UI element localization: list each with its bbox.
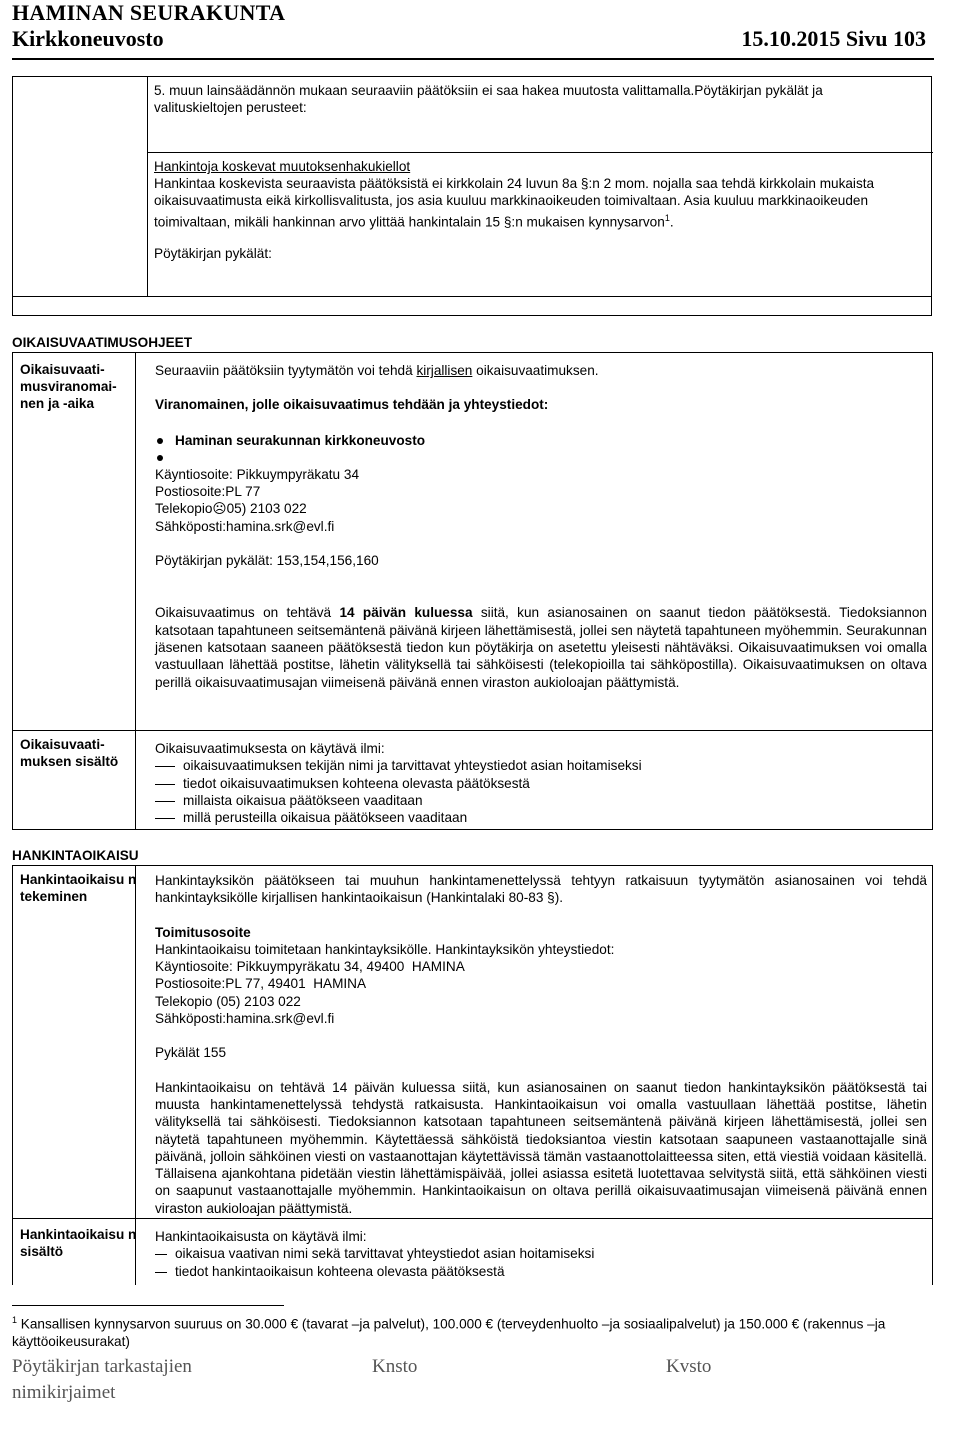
delivery-email: Sähköposti:hamina.srk@evl.fi: [155, 1011, 335, 1027]
header-rule: [12, 58, 934, 60]
list-item: [155, 1245, 927, 1262]
appeal-intro-underlined: kirjallisen: [416, 363, 473, 378]
appeal-time-pre: Oikaisuvaatimus on tehtävä: [155, 605, 340, 621]
signature-initials-label: Pöytäkirjan tarkastajien nimikirjaimet: [12, 1356, 192, 1403]
table-divider: [13, 296, 931, 297]
procurement-making-label: Hankintaoikaisu n tekeminen: [20, 872, 137, 904]
footnote-ref: 1: [664, 212, 670, 223]
appeal-content-label: Oikaisuvaati-muksen sisältö: [20, 737, 119, 769]
delivery-heading: Toimitusosoite: [155, 924, 251, 940]
list-item: [155, 792, 927, 809]
list-item: [155, 775, 927, 792]
appeal-time-bold: 14 päivän kuluessa: [339, 605, 473, 621]
procurement-time-text: Hankintaoikaisu on tehtävä 14 päivän kuluessa siitä, kun asianosainen on saanut tiedon hankintayksikön päätöksestä tai muusta hankintamenettelyssä tehdystä ratkaisusta. Hankintaoikaisun voi omalla vastuullaan lähettää postitse, lähetin välityksellä tai sähköisesti. Tiedoksiannon katsotaan tapahtuneen seitsemäntenä päivänä kirjeen lähettämisestä, jollei sen näytetä tapahtuneen myöhemmin. Käytettäessä sähköistä tiedoksiantoa viestin katsotaan saapuneen vastaanottajalle sinä päivänä, jolloin sähköinen viesti on vastaanottajan käytettävissä tämän vastaanottolaitteessa siten, että viestiä voidaan käsitellä. Tällaisena ajankohtana pidetään viestin lähettämispäivää, jollei asiassa esitetä luotettavaa selvitystä siitä, että sähköinen viesti on saapunut vastaanottajalle myöhemmin. Hankintaoikaisun on oltava perillä oikaisuvaatimusajan viimeisenä päivänä ennen viraston aukioloajan päättymistä.: [155, 1079, 927, 1216]
list-item: [155, 1263, 927, 1280]
appeal-authority-label: Oikaisuvaati-musviranomai-nen ja -aika: [20, 362, 117, 411]
procurement-sections: Pykälät 155: [155, 1045, 227, 1061]
bullet-icon: [157, 455, 163, 461]
table-divider: [147, 152, 933, 153]
procurement-content-label: Hankintaoikaisu n sisältö: [20, 1227, 137, 1259]
organization-name: HAMINAN SEURAKUNTA: [12, 0, 286, 25]
fax-number: Telekopio☹05) 2103 022: [155, 501, 307, 517]
appeal-sections: Pöytäkirjan pykälät: 153,154,156,160: [155, 553, 379, 569]
date-and-page: 15.10.2015 Sivu 103: [741, 26, 926, 51]
footnote-text: Kansallisen kynnysarvon suuruus on 30.000 € (tavarat –ja palvelut), 100.000 € (terveydenhuolto –ja sosiaalipalvelut) ja 150.000 € (rakennus –ja käyttöoikeusurakat): [12, 1316, 886, 1349]
signature-knsto: Knsto: [372, 1356, 418, 1377]
list-item-text: tiedot hankintaoikaisun kohteena olevasta päätöksestä: [175, 1263, 505, 1279]
procurement-intro: Hankintayksikön päätökseen tai muuhun hankintamenettelyssä tehtyyn ratkaisuun tyytymätön asianosainen voi tehdä hankintayksikölle kirjallisen hankintaoikaisun (Hankintalaki 80-83 §).: [155, 873, 927, 906]
footnote-rule: [12, 1305, 284, 1306]
appeal-intro-pre: Seuraaviin päätöksiin tyytymätön voi tehdä: [155, 363, 417, 378]
dash-icon: [155, 784, 175, 785]
table-divider: [135, 866, 136, 1285]
delivery-postal-address: Postiosoite:PL 77, 49401 HAMINA: [155, 976, 367, 992]
appeal-time-text: [155, 604, 927, 690]
list-item-text: millaista oikaisua päätökseen vaaditaan: [183, 792, 423, 808]
authority-bullet: [155, 432, 927, 449]
table-divider: [135, 353, 136, 829]
empty-bullet: [155, 449, 927, 466]
list-item-text: oikaisua vaativan nimi sekä tarvittavat yhteystiedot asian hoitamiseksi: [175, 1246, 595, 1262]
dash-icon: [155, 766, 175, 767]
dash-icon: [155, 1254, 167, 1255]
appeal-content: [155, 740, 927, 826]
list-item-text: millä perusteilla oikaisua päätökseen vaaditaan: [183, 810, 468, 826]
list-item: [155, 809, 927, 826]
appeal-ban-intro: 5. muun lainsäädännön mukaan seuraaviin päätöksiin ei saa hakea muutosta valittamalla.Pöytäkirjan pykälät ja valituskieltojen perusteet:: [154, 83, 823, 116]
procurement-ban-text: Hankintaa koskevista seuraavista päätöksistä ei kirkkolain 24 luvun 8a §:n 2 mom. nojalla saa tehdä kirkkolain mukaista oikaisuvaatimusta eikä kirkollisvalitusta, jos asia kuuluu markkinaoikeuden toimivaltaan. Asia kuuluu markkinaoikeuden toimivaltaan, mikäli hankinnan arvo ylittää hankintalain 15 §:n mukaisen kynnysarvon$^1$.: [154, 176, 875, 230]
footnote: [12, 1312, 892, 1350]
dash-icon: [155, 1272, 167, 1273]
procurement-making-content: [155, 872, 927, 1217]
dash-icon: [155, 818, 175, 819]
bullet-icon: [157, 438, 163, 444]
procurement-content: [155, 1228, 927, 1280]
appeal-time-post: siitä, kun asianosainen on saanut tiedon päätöksestä. Tiedoksiannon katsotaan tapahtuneen seitsemäntenä päivänä kirjeen lähettämisestä, jollei sen näytetä tapahtuneen myöhemmin. Seurakunnan jäsenen katsotaan saaneen päätöksestä tiedon kun pöytäkirja on asetettu yleisesti nähtäväksi. Oikaisuvaatimuksen voi omalla vastuullaan lähettää postitse, lähetin välityksellä tai sähköisesti (telekopioilla tai sähköpostilla). Oikaisuvaatimuksen on oltava perillä oikaisuvaatimusajan viimeisenä päivänä ennen viraston aukioloajan päättymistä.: [155, 605, 927, 690]
list-item: [155, 757, 927, 774]
appeal-authority-content: [155, 362, 927, 691]
appeal-instructions-heading: OIKAISUVAATIMUSOHJEET: [12, 335, 193, 350]
postal-address: Postiosoite:PL 77: [155, 484, 261, 500]
procurement-appeal-heading: HANKINTAOIKAISU: [12, 848, 139, 863]
committee-name: Kirkkoneuvosto: [12, 26, 164, 51]
appeal-intro-post: oikaisuvaatimuksen.: [472, 363, 599, 378]
table-divider: [147, 77, 148, 296]
appeal-intro-line: [155, 362, 927, 379]
appeal-content-intro: Oikaisuvaatimuksesta on käytävä ilmi:: [155, 741, 385, 756]
visit-address: Käyntiosoite: Pikkuympyräkatu 34: [155, 466, 360, 482]
procurement-content-intro: Hankintaoikaisusta on käytävä ilmi:: [155, 1229, 367, 1244]
procurement-ban-heading: Hankintoja koskevat muutoksenhakukiellot: [154, 159, 411, 174]
authority-heading: Viranomainen, jolle oikaisuvaatimus tehdään ja yhteystiedot:: [155, 397, 549, 413]
delivery-visit-address: Käyntiosoite: Pikkuympyräkatu 34, 49400 HAMINA: [155, 959, 465, 975]
email-address: Sähköposti:hamina.srk@evl.fi: [155, 518, 335, 534]
delivery-line: Hankintaoikaisu toimitetaan hankintayksikölle. Hankintayksikön yhteystiedot:: [155, 941, 615, 957]
table-divider: [13, 1218, 932, 1219]
delivery-fax: Telekopio (05) 2103 022: [155, 993, 301, 1009]
table-divider: [13, 730, 932, 731]
authority-name: Haminan seurakunnan kirkkoneuvosto: [175, 432, 426, 448]
dash-icon: [155, 801, 175, 802]
minutes-sections-label: Pöytäkirjan pykälät:: [154, 246, 272, 261]
signature-kvsto: Kvsto: [666, 1356, 712, 1377]
list-item-text: tiedot oikaisuvaatimuksen kohteena olevasta päätöksestä: [183, 775, 530, 791]
list-item-text: oikaisuvaatimuksen tekijän nimi ja tarvittavat yhteystiedot asian hoitamiseksi: [183, 758, 642, 774]
footnote-marker: 1: [12, 1315, 18, 1325]
procurement-ban-body: Hankintaa koskevista seuraavista päätöksistä ei kirkkolain 24 luvun 8a §:n 2 mom. nojalla saa tehdä kirkkolain mukaista oikaisuvaatimusta eikä kirkollisvalitusta, jos asia kuuluu markkinaoikeuden toimivaltaan. Asia kuuluu markkinaoikeuden toimivaltaan, mikäli hankinnan arvo ylittää hankintalain 15 §:n mukaisen kynnysarvon: [154, 176, 875, 230]
